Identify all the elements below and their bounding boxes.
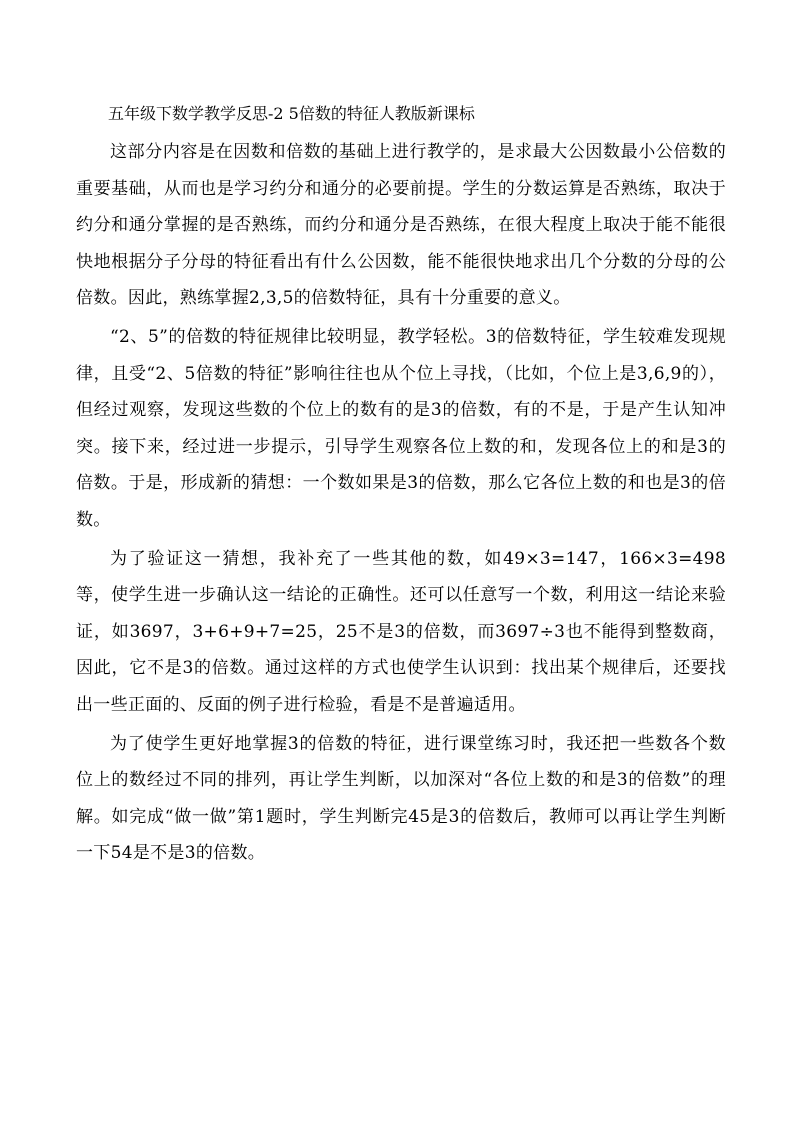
document-page	[76, 100, 726, 872]
paragraph-3: 为了验证这一猜想，我补充了一些其他的数，如49×3=147，166×3=498等，使学生进一步确认这一结论的正确性。还可以任意写一个数，利用这一结论来验证，如3697，3+6+9+7=25，25不是3的倍数，而3697÷3也不能得到整数商，因此，它不是3的倍数。通过这样的方式也使学生认识到：找出某个规律后，还要找出一些正面的、反面的例子进行检验，看是不是普遍适用。	[76, 548, 726, 715]
paragraph-1: 这部分内容是在因数和倍数的基础上进行教学的，是求最大公因数最小公倍数的重要基础，从而也是学习约分和通分的必要前提。学生的分数运算是否熟练，取决于约分和通分掌握的是否熟练，而约分和通分是否熟练，在很大程度上取决于能不能很快地根据分子分母的特征看出有什么公因数，能不能很快地求出几个分数的分母的公倍数。因此，熟练掌握2,3,5的倍数特征，具有十分重要的意义。	[76, 142, 726, 309]
document-title: 五年级下数学教学反思-2 5倍数的特征人教版新课标	[108, 104, 475, 123]
paragraph-2: “2、5”的倍数的特征规律比较明显，教学轻松。3的倍数特征，学生较难发现规律，且受“2、5倍数的特征”影响往往也从个位上寻找，（比如，个位上是3,6,9的），但经过观察，发现这些数的个位上的数有的是3的倍数，有的不是，于是产生认知冲突。接下来，经过进一步提示，引导学生观察各位上数的和，发现各位上的和是3的倍数。于是，形成新的猜想：一个数如果是3的倍数，那么它各位上数的和也是3的倍数。	[76, 326, 726, 530]
paragraph-4: 为了使学生更好地掌握3的倍数的特征，进行课堂练习时，我还把一些数各个数位上的数经过不同的排列，再让学生判断，以加深对“各位上数的和是3的倍数”的理解。如完成“做一做”第1题时，学生判断完45是3的倍数后，教师可以再让学生判断一下54是不是3的倍数。	[76, 733, 726, 864]
